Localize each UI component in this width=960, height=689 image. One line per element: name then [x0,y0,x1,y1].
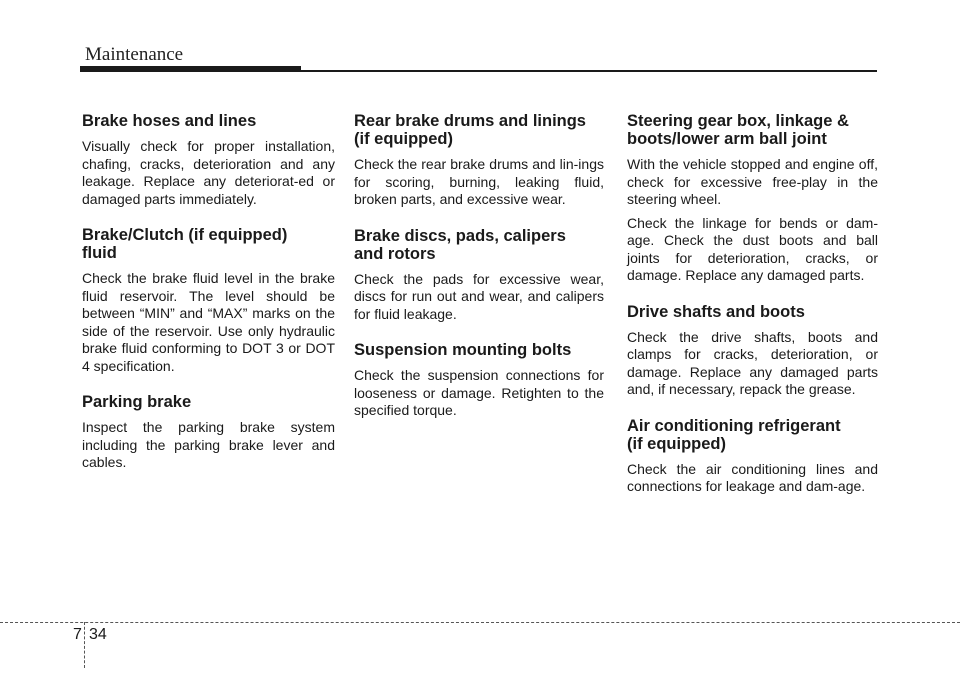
column-3 [627,112,878,514]
section-heading: Rear brake drums and linings (if equipped) [354,112,586,148]
section-paragraph: Check the drive shafts, boots and clamps for cracks, deterioration, or damage. Replace any damaged parts and, if necessary, repack the grease. [627,328,878,397]
section-paragraph: Check the linkage for bends or dam-age. Check the dust boots and ball joints for deterioration, cracks, or damage. Replace any damaged parts. [627,214,878,283]
section-heading: Brake discs, pads, calipers and rotors [354,226,566,263]
header-bar-thin [301,70,877,72]
section-paragraph: Check the brake fluid level in the brake fluid reservoir. The level should be between “MIN” and “MAX” marks on the side of the reservoir. Use only hydraulic brake fluid conforming to DOT 3 or DOT 4 specification. [82,270,335,374]
section-paragraph: Check the suspension connections for looseness or damage. Retighten to the specified torque. [354,367,604,418]
section-steering-gear [627,112,878,285]
section-suspension-bolts [354,341,604,420]
section-heading: Suspension mounting bolts [354,341,572,359]
section-heading: Parking brake [82,393,192,411]
section-heading: Drive shafts and boots [627,302,805,321]
header-bar-thick [80,66,301,72]
section-brake-hoses [82,112,335,208]
section-heading: Brake hoses and lines [82,112,257,130]
column-1 [82,112,335,490]
section-rear-brake-drums [354,112,604,209]
section-heading: Steering gear box, linkage & boots/lower arm ball joint [627,112,849,148]
section-brake-fluid [82,226,335,375]
footer-divider [0,622,960,623]
section-paragraph: Check the rear brake drums and lin-ings for scoring, burning, leaking fluid, broken parts, and excessive wear. [354,156,604,207]
section-paragraph: Visually check for proper installation, chafing, cracks, deterioration and any leakage. Replace any deteriorat-ed or damaged parts immediately. [82,138,335,207]
section-paragraph: Check the air conditioning lines and connections for leakage and dam-age. [627,460,878,494]
section-brake-discs [354,227,604,324]
section-paragraph: Check the pads for excessive wear, discs for run out and wear, and calipers for fluid leakage. [354,270,604,322]
column-2 [354,112,604,438]
section-air-conditioning [627,417,878,496]
section-heading: Brake/Clutch (if equipped) fluid [82,226,288,262]
section-heading: Air conditioning refrigerant (if equipped) [627,416,841,453]
section-parking-brake [82,393,335,472]
section-paragraph: Inspect the parking brake system including the parking brake lever and cables. [82,419,335,470]
footer-chapter-number: 7 [73,626,82,643]
page-header-title: Maintenance [85,44,184,65]
footer-page-number: 34 [89,626,107,643]
section-drive-shafts [627,303,878,399]
section-paragraph: With the vehicle stopped and engine off, check for excessive free-play in the steering wheel. [627,156,878,207]
footer-page-separator [84,622,85,668]
